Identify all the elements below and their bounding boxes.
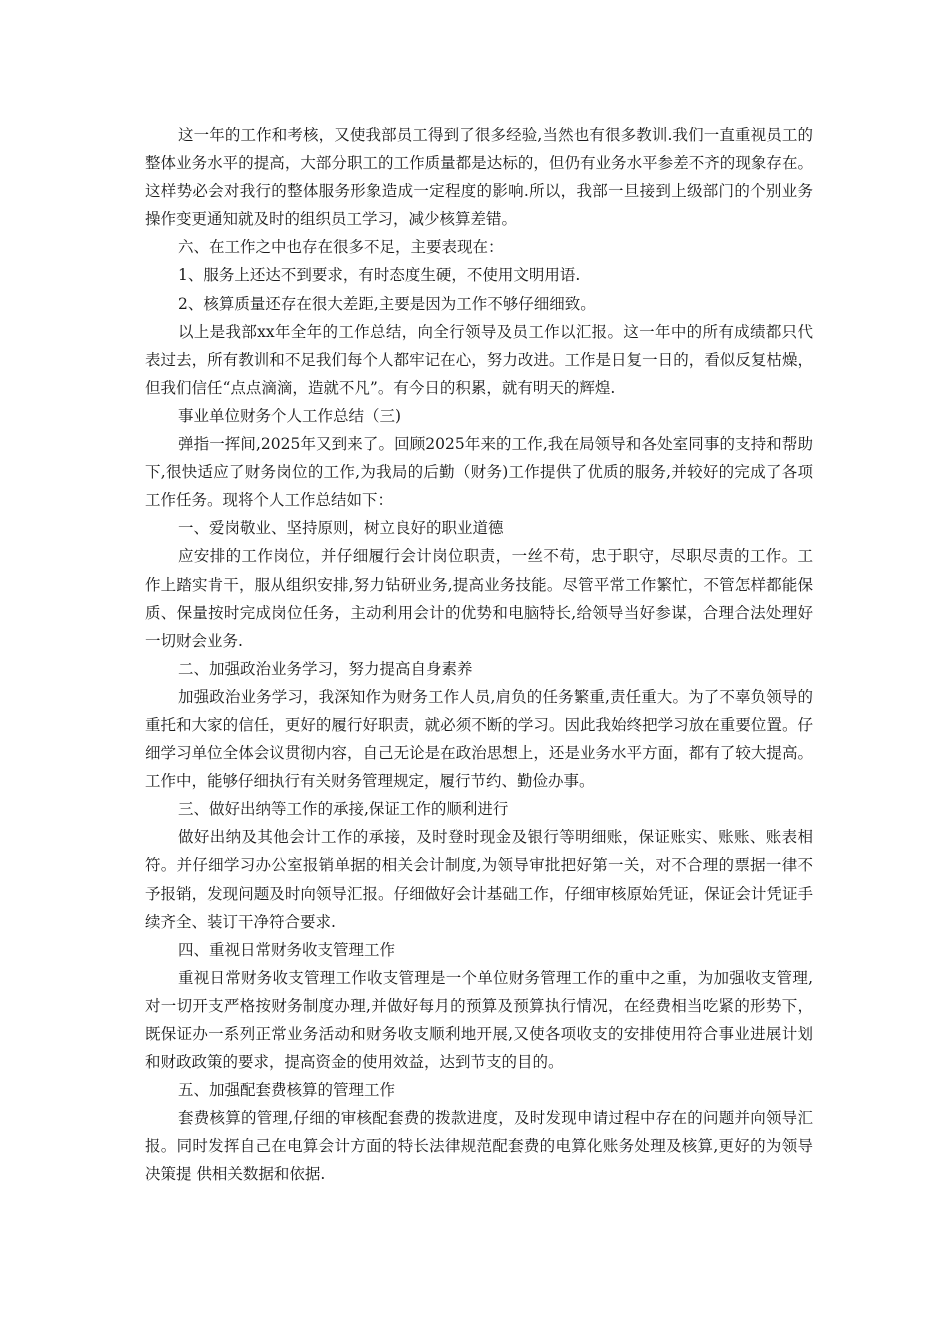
heading-daily-finance: 四、重视日常财务收支管理工作 — [178, 940, 396, 959]
heading-supporting-fees: 五、加强配套费核算的管理工作 — [178, 1081, 396, 1100]
paragraph-political-study: 加强政治业务学习，我深知作为财务工作人员,肩负的任务繁重,责任重大。为了不辜负领导的重托和大家的信任，更好的履行好职责，就必须不断的学习。因此我始终把学习放在重要位置。仔细学习单位全体会议贯彻内容，自己无论是在政治思想上，还是业务水平方面，都有了较大提高。工作中，能够仔细执行有关财务管理规定，履行节约、勤俭办事。 — [145, 687, 813, 791]
list-item-service: 1、服务上还达不到要求，有时态度生硬，不使用文明用语. — [178, 266, 581, 285]
paragraph-conclusion: 以上是我部xx年全年的工作总结，向全行领导及员工作以汇报。这一年中的所有成绩都只代表过去，所有教训和不足我们每个人都牢记在心，努力改进。工作是日复一日的，看似反复枯燥，但我们信任“点点滴滴，造就不凡”。有今日的积累，就有明天的辉煌. — [145, 322, 813, 397]
paragraph-supporting-fees: 套费核算的管理,仔细的审核配套费的拨款进度，及时发现申请过程中存在的问题并向领导汇报。同时发挥自己在电算会计方面的特长法律规范配套费的电算化账务处理及核算,更好的为领导决策提 供相关数据和依据. — [145, 1109, 813, 1184]
list-item-accounting-quality: 2、核算质量还存在很大差距,主要是因为工作不够仔细细致。 — [178, 294, 596, 313]
paragraph-dedication: 应安排的工作岗位，并仔细履行会计岗位职责，一丝不苟，忠于职守，尽职尽责的工作。工作上踏实肯干，服从组织安排,努力钻研业务,提高业务技能。尽管平常工作繁忙，不管怎样都能保质、保量按时完成岗位任务，主动利用会计的优势和电脑特长,给领导当好参谋，合理合法处理好一切财会业务. — [145, 547, 813, 650]
heading-shortcomings: 六、在工作之中也存在很多不足，主要表现在： — [178, 238, 504, 257]
paragraph-cashier-handover: 做好出纳及其他会计工作的承接，及时登时现金及银行等明细账，保证账实、账账、账表相符。并仔细学习办公室报销单据的相关会计制度,为领导审批把好第一关，对不合理的票据一律不予报销，发现问题及时向领导汇报。仔细做好会计基础工作，仔细审核原始凭证，保证会计凭证手续齐全、装订干净符合要求. — [145, 828, 813, 931]
paragraph-intro-2025: 弹指一挥间,2025年又到来了。回顾2025年来的工作,我在局领导和各处室同事的支持和帮助下,很快适应了财务岗位的工作,为我局的后勤（财务)工作提供了优质的服务,并较好的完成了各项工作任务。现将个人工作总结如下： — [145, 435, 813, 510]
heading-cashier-handover: 三、做好出纳等工作的承接,保证工作的顺利进行 — [178, 800, 509, 819]
section-title-part-three: 事业单位财务个人工作总结（三) — [178, 406, 402, 425]
document-body — [145, 121, 813, 1189]
paragraph-daily-finance: 重视日常财务收支管理工作收支管理是一个单位财务管理工作的重中之重，为加强收支管理,对一切开支严格按财务制度办理,并做好每月的预算及预算执行情况，在经费相当吃紧的形势下，既保证办一系列正常业务活动和财务收支顺利地开展,又使各项收支的安排使用符合事业进展计划和财政政策的要求，提高资金的使用效益，达到节支的目的。 — [145, 968, 813, 1072]
heading-dedication: 一、爱岗敬业、坚持原则，树立良好的职业道德 — [178, 519, 504, 538]
paragraph-experience: 这一年的工作和考核，又使我部员工得到了很多经验,当然也有很多教训.我们一直重视员工的整体业务水平的提高，大部分职工的工作质量都是达标的，但仍有业务水平参差不齐的现象存在。这样势必会对我行的整体服务形象造成一定程度的影响.所以，我部一旦接到上级部门的个别业务操作变更通知就及时的组织员工学习，减少核算差错。 — [145, 126, 813, 229]
heading-political-study: 二、加强政治业务学习，努力提高自身素养 — [178, 659, 473, 678]
